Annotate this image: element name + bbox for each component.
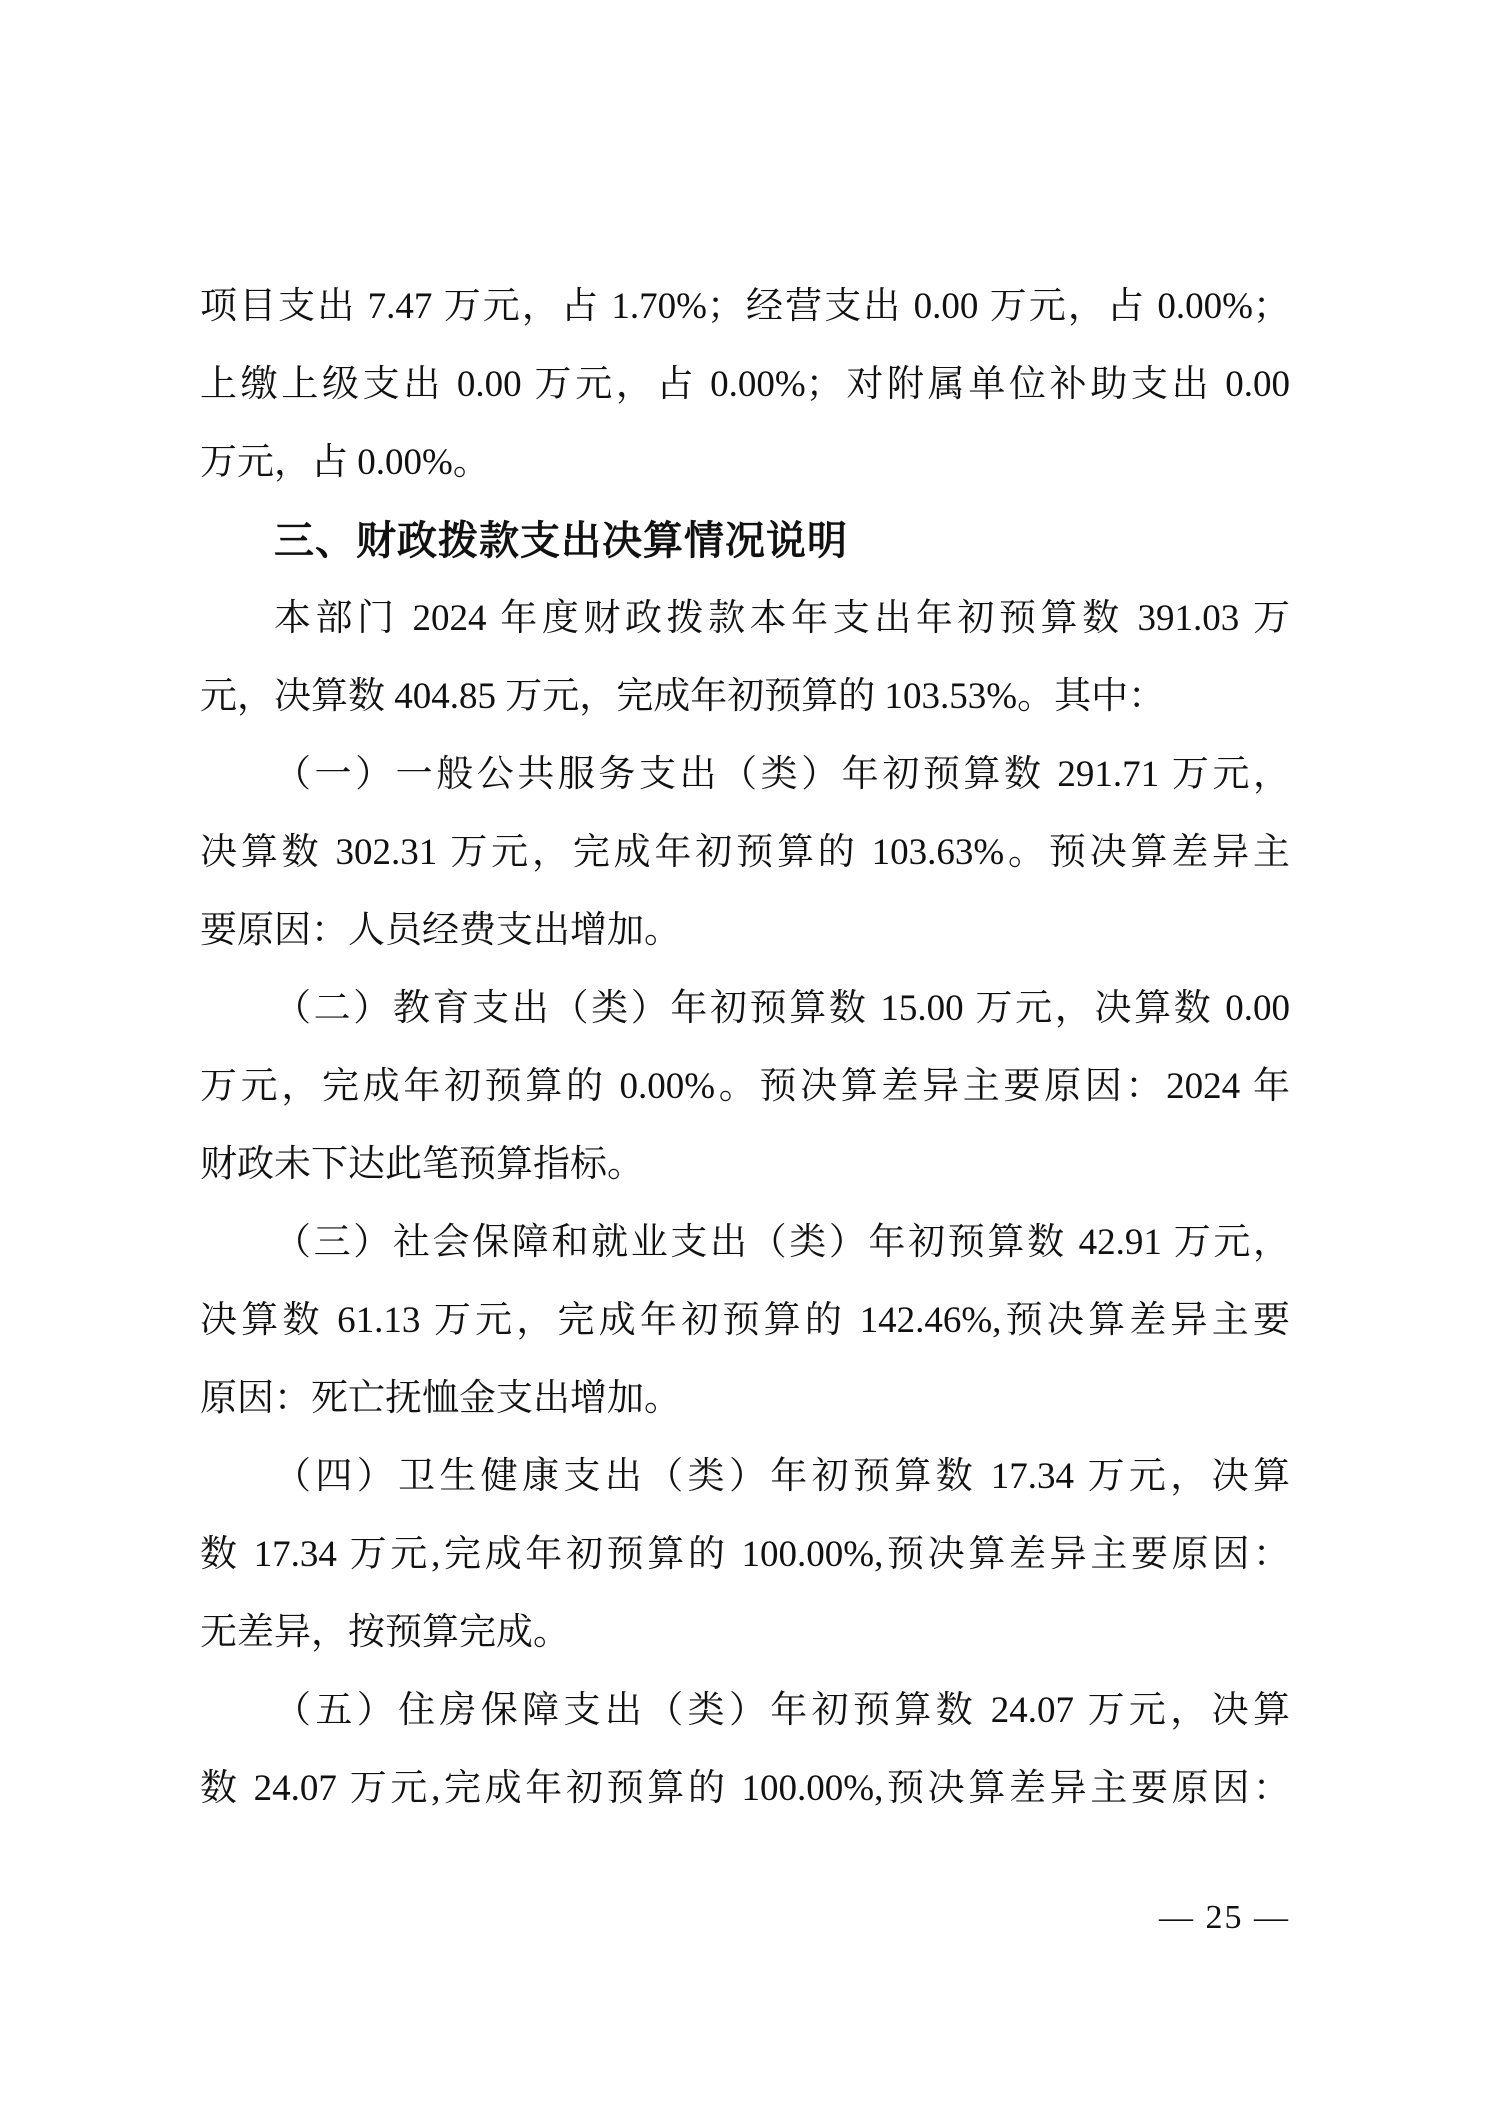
text-line: 财政未下达此笔预算指标。 — [200, 1144, 644, 1185]
text-line: （一）一般公共服务支出（类）年初预算数 291.71 万元， — [274, 754, 1290, 795]
text-line: 决算数 61.13 万元，完成年初预算的 142.46%,预决算差异主要 — [200, 1300, 1290, 1341]
text-line: 要原因：人员经费支出增加。 — [200, 910, 681, 951]
text-line: （二）教育支出（类）年初预算数 15.00 万元，决算数 0.00 — [274, 988, 1290, 1029]
text-line: 决算数 302.31 万元，完成年初预算的 103.63%。预决算差异主 — [200, 832, 1290, 873]
document-body — [200, 268, 1290, 1828]
text-line: 万元，完成年初预算的 0.00%。预决算差异主要原因：2024 年 — [200, 1066, 1290, 1107]
text-line: 项目支出 7.47 万元，占 1.70%；经营支出 0.00 万元，占 0.00%； — [200, 286, 1290, 327]
text-line: 万元，占 0.00%。 — [200, 442, 490, 483]
page-number: — 25 — — [1159, 1899, 1290, 1936]
text-line: 数 17.34 万元,完成年初预算的 100.00%,预决算差异主要原因： — [200, 1534, 1290, 1575]
text-line: 无差异，按预算完成。 — [200, 1612, 570, 1653]
text-line: 本部门 2024 年度财政拨款本年支出年初预算数 391.03 万 — [274, 598, 1290, 639]
text-line: 元，决算数 404.85 万元，完成年初预算的 103.53%。其中： — [200, 676, 1166, 717]
text-line: （五）住房保障支出（类）年初预算数 24.07 万元，决算 — [274, 1690, 1290, 1731]
text-line: （三）社会保障和就业支出（类）年初预算数 42.91 万元， — [274, 1222, 1290, 1263]
text-line: 数 24.07 万元,完成年初预算的 100.00%,预决算差异主要原因： — [200, 1768, 1290, 1809]
text-line: 上缴上级支出 0.00 万元，占 0.00%；对附属单位补助支出 0.00 — [200, 364, 1290, 405]
text-line: （四）卫生健康支出（类）年初预算数 17.34 万元，决算 — [274, 1456, 1290, 1497]
section-heading: 三、财政拨款支出决算情况说明 — [274, 519, 848, 563]
text-line: 原因：死亡抚恤金支出增加。 — [200, 1378, 681, 1419]
